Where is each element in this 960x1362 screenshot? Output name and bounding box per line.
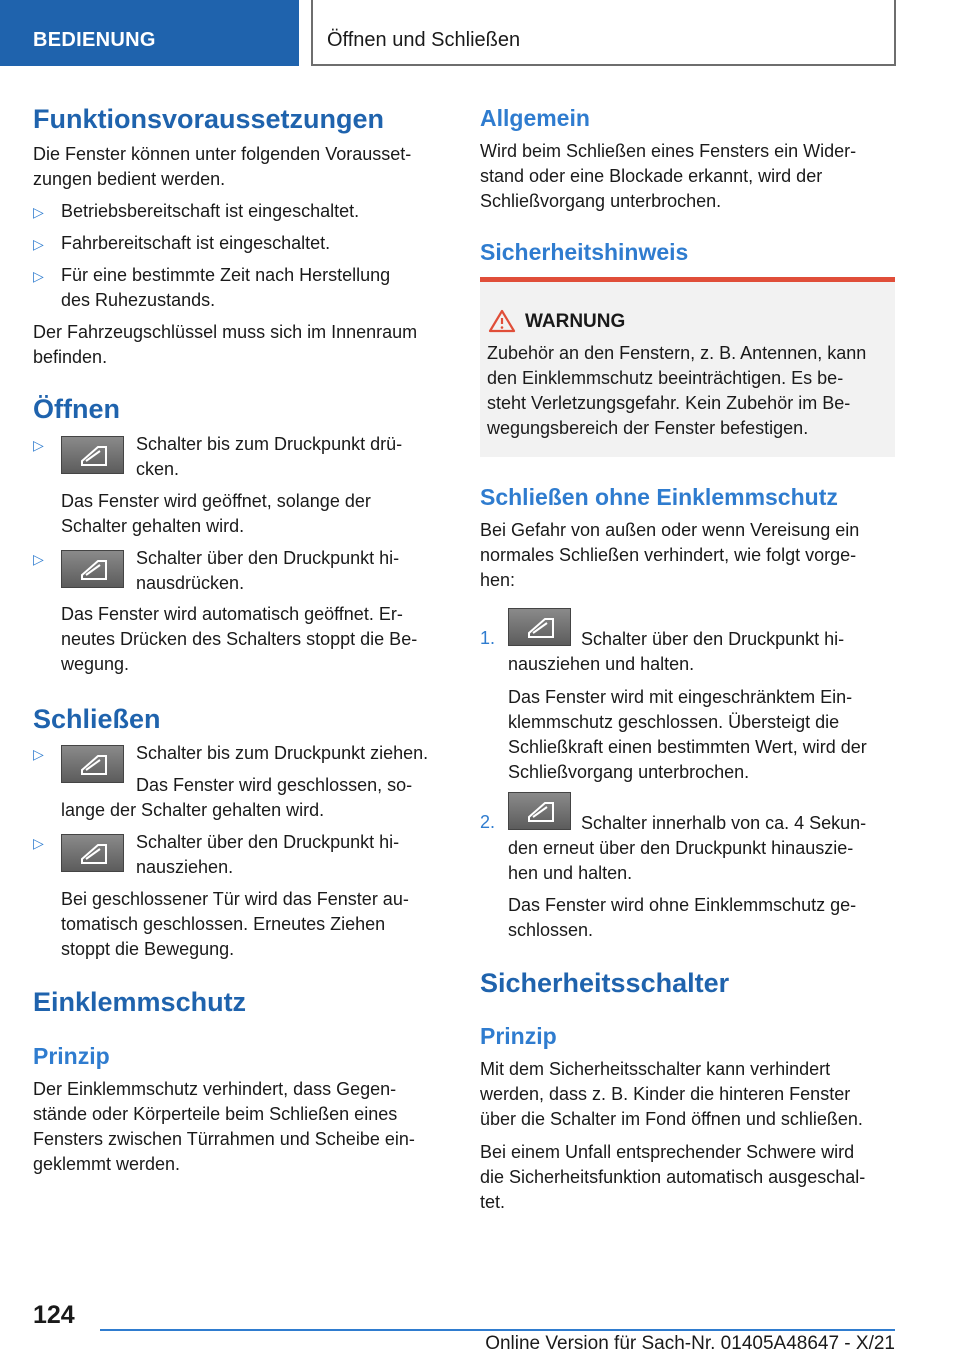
nopinch-line: Bei Gefahr von außen oder wenn Vereisung ein bbox=[480, 520, 860, 540]
general-line: Schließvorgang unterbrochen. bbox=[480, 191, 722, 211]
list-item: 1. Schalter über den Druckpunkt hi- nausziehen und halten. Das Fenster wird mit eingeschränktem Ein- klemmschutz geschlossen. Übersteigt die Schließkraft einen bestimmten Wert, wird der Schließvorgang unterbrochen. bbox=[480, 608, 895, 788]
section-tab bbox=[0, 0, 299, 66]
general-line: stand oder eine Blockade erkannt, wird der bbox=[480, 166, 823, 186]
general-line: Wird beim Schließen eines Fensters ein Wider- bbox=[480, 141, 857, 161]
warning-text: Zubehör an den Fenstern, z. B. Antennen, kann den Einklemmschutz beeinträchtigen. Es be- steht Verletzungsgefahr. Kein Zubehör im Be- wegungsbereich der Fenster befestigen. bbox=[487, 343, 867, 438]
list-item: ▷ Fahrbereitschaft ist eingeschaltet. bbox=[33, 233, 331, 253]
section-title: BEDIENUNG bbox=[33, 29, 156, 51]
warning-title: WARNUNG bbox=[525, 311, 626, 332]
chapter-title: Öffnen und Schließen bbox=[327, 29, 521, 51]
list-item: ▷ Schalter über den Druckpunkt hi- nausdrücken. Das Fenster wird automatisch geöffnet. Er- neutes Drücken des Schalters stoppt die Be- wegung. bbox=[33, 548, 418, 674]
pinch-line: geklemmt werden. bbox=[33, 1154, 181, 1174]
nopinch-line: hen: bbox=[480, 570, 516, 590]
warning-box bbox=[480, 277, 895, 457]
heading-allgemein: Allgemein bbox=[480, 105, 590, 131]
footer-divider bbox=[100, 1329, 895, 1331]
triangle-bullet-icon: ▷ bbox=[33, 236, 44, 252]
nopinch-line: normales Schließen verhindert, wie folgt vorge- bbox=[480, 545, 857, 565]
list-item: ▷ Für eine bestimmte Zeit nach Herstellung des Ruhezustands. bbox=[33, 265, 391, 310]
list-item: ▷ Schalter bis zum Druckpunkt drü- cken. Das Fenster wird geöffnet, solange der Schalter gehalten wird. bbox=[33, 434, 403, 536]
safeswitch-line: werden, dass z. B. Kinder die hinteren Fenster bbox=[480, 1084, 851, 1104]
pinch-line: stände oder Körperteile beim Schließen eines bbox=[33, 1104, 398, 1124]
triangle-bullet-icon: ▷ bbox=[33, 268, 44, 284]
triangle-bullet-icon: ▷ bbox=[33, 204, 44, 220]
list-item: 2. Schalter innerhalb von ca. 4 Sekun- den erneut über den Druckpunkt hinauszie- hen und halten. Das Fenster wird ohne Einklemmschutz ge- schlossen. bbox=[480, 792, 895, 947]
heading-schliessen: Schließen bbox=[33, 704, 161, 734]
triangle-bullet-icon: ▷ bbox=[33, 437, 44, 453]
safeswitch-line: Mit dem Sicherheitsschalter kann verhindert bbox=[480, 1059, 831, 1079]
subheading-prinzip: Prinzip bbox=[480, 1023, 557, 1049]
safeswitch-line: tet. bbox=[480, 1192, 506, 1212]
triangle-bullet-icon: ▷ bbox=[33, 551, 44, 567]
triangle-bullet-icon: ▷ bbox=[33, 746, 44, 762]
safeswitch-line: über die Schalter im Fond öffnen und schließen. bbox=[480, 1109, 863, 1129]
func-note-line-2: befinden. bbox=[33, 347, 108, 367]
heading-einklemmschutz: Einklemmschutz bbox=[33, 987, 247, 1017]
page-number: 124 bbox=[33, 1301, 75, 1329]
pinch-line: Fensters zwischen Türrahmen und Scheibe ein- bbox=[33, 1129, 415, 1149]
safeswitch-line: die Sicherheitsfunktion automatisch ausgeschal- bbox=[480, 1167, 866, 1187]
heading-oeffnen: Öffnen bbox=[33, 394, 120, 424]
subheading-prinzip: Prinzip bbox=[33, 1043, 110, 1069]
func-note-line-1: Der Fahrzeugschlüssel muss sich im Innenraum bbox=[33, 322, 418, 342]
window-switch-icon bbox=[508, 792, 571, 830]
step-number: 2. bbox=[480, 812, 496, 832]
list-item: ▷ Schalter bis zum Druckpunkt ziehen. Das Fenster wird geschlossen, so- lange der Schalter gehalten wird. bbox=[33, 743, 429, 820]
list-item: ▷ Betriebsbereitschaft ist eingeschaltet. bbox=[33, 201, 360, 221]
list-item: ▷ Schalter über den Druckpunkt hi- nausziehen. Bei geschlossener Tür wird das Fenster au- tomatisch geschlossen. Erneutes Ziehen stoppt die Bewegung. bbox=[33, 832, 409, 959]
heading-schliessen-ohne-einklemmschutz: Schließen ohne Einklemmschutz bbox=[480, 484, 838, 510]
func-intro-line-2: zungen bedient werden. bbox=[33, 169, 226, 189]
window-switch-icon bbox=[61, 436, 124, 474]
window-switch-icon bbox=[61, 550, 124, 588]
heading-sicherheitshinweis: Sicherheitshinweis bbox=[480, 239, 689, 265]
window-switch-icon bbox=[61, 834, 124, 872]
step-number: 1. bbox=[480, 628, 496, 648]
footer-online-version: Online Version für Sach-Nr. 01405A48647 - X/21 bbox=[485, 1333, 895, 1354]
safeswitch-line: Bei einem Unfall entsprechender Schwere wird bbox=[480, 1142, 855, 1162]
func-intro-line-1: Die Fenster können unter folgenden Vorausset- bbox=[33, 144, 412, 164]
warning-triangle-icon bbox=[488, 309, 516, 338]
chapter-tab bbox=[311, 0, 896, 66]
pinch-line: Der Einklemmschutz verhindert, dass Gegen- bbox=[33, 1079, 397, 1099]
window-switch-icon bbox=[508, 608, 571, 646]
heading-sicherheitsschalter: Sicherheitsschalter bbox=[480, 968, 730, 998]
window-switch-icon bbox=[61, 745, 124, 783]
triangle-bullet-icon: ▷ bbox=[33, 835, 44, 851]
heading-funktionsvoraussetzungen: Funktionsvoraussetzungen bbox=[33, 104, 385, 134]
